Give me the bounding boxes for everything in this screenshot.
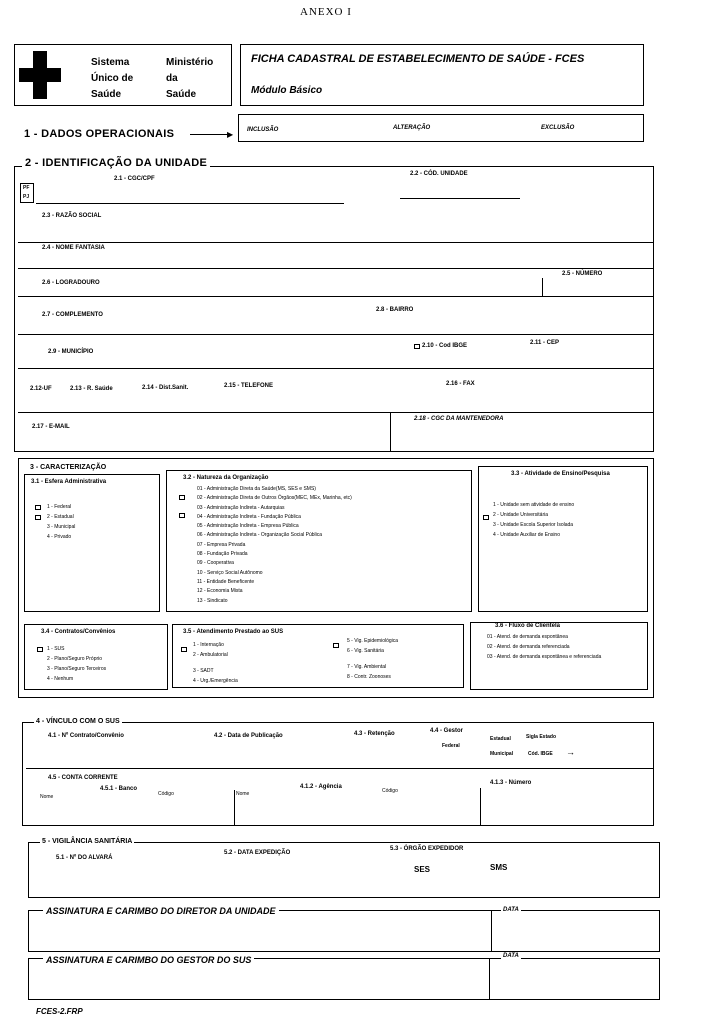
ses-option[interactable]: SES: [414, 865, 431, 874]
conta-corrente-label: 4.5 - CONTA CORRENTE: [48, 775, 118, 781]
sistema-label: Sistema Único de Saúde: [91, 57, 134, 100]
regiao-saude-label: 2.13 - R. Saúde: [70, 386, 113, 392]
municipio-label: 2.9 - MUNICÍPIO: [48, 349, 94, 355]
esfera-box: 3.1 - Esfera Administrativa 1 - Federal 2 - Estadual 3 - Municipal 4 - Privado: [24, 474, 160, 612]
contratos-box: 3.4 - Contratos/Convênios 1 - SUS 2 - Plano/Seguro Próprio 3 - Plano/Seguro Terceiros 4 - Nenhum: [24, 624, 168, 690]
director-date-label: DATA: [503, 907, 519, 913]
gestor-date-label: DATA: [503, 953, 519, 959]
section-5-box: [28, 842, 660, 898]
natureza-box: 3.2 - Natureza da Organização 01 - Administração Direta da Saúde(MS, SES e SMS) 02 - Administração Direta de Outros Órgãos(MEC, MEx, Marinha, etc) 03 - Administração Indireta - Autarquias 04 - Administração Indireta - Fundação Pública 05 - Administração Indireta - Empresa Pública 06 - Administração Indireta - Organização Social Pública 07 - Empresa Privada 08 - Fundação Privada 09 - Cooperativa 10 - Serviço Social Autônomo 11 - Entidade Beneficente 12 - Economia Mista 13 - Sindicato: [166, 470, 472, 612]
banco-label: 4.5.1 - Banco: [100, 786, 138, 792]
ministerio-label: Ministério da Saúde: [166, 57, 214, 100]
cgc-mantenedora-label: 2.18 - CGC DA MANTENEDORA: [414, 416, 504, 422]
form-title: FICHA CADASTRAL DE ESTABELECIMENTO DE SAÚDE - FCES: [251, 53, 585, 65]
section-2-title: 2 - IDENTIFICAÇÃO DA UNIDADE: [22, 157, 210, 169]
annex-title: ANEXO I: [300, 6, 352, 18]
logo-box: [14, 44, 232, 106]
cod-unidade-label: 2.2 - CÓD. UNIDADE: [410, 171, 468, 177]
razao-social-label: 2.3 - RAZÃO SOCIAL: [42, 213, 102, 219]
section-3-title: 3 - CARACTERIZAÇÃO: [30, 464, 107, 471]
agencia-nome-label: Nome: [236, 791, 250, 797]
sigla-estado-label: Sigla Estado: [526, 734, 557, 740]
numero-conta-label: 4.1.3 - Número: [490, 780, 532, 786]
arrow-right-icon: →: [566, 747, 575, 757]
banco-codigo-label: Código: [158, 791, 174, 797]
numero-label: 2.5 - NÚMERO: [562, 271, 603, 277]
bairro-label: 2.8 - BAIRRO: [376, 307, 414, 313]
uf-label: 2.12-UF: [30, 386, 52, 392]
data-expedicao-label: 5.2 - DATA EXPEDIÇÃO: [224, 850, 291, 856]
pf-pj-box[interactable]: PF PJ: [20, 183, 34, 203]
exclusao-option[interactable]: EXCLUSÃO: [541, 125, 575, 131]
email-label: 2.17 - E-MAIL: [32, 424, 70, 430]
distrito-sanitario-label: 2.14 - Dist.Sanit.: [142, 385, 189, 391]
agencia-codigo-label: Código: [382, 788, 398, 794]
atendimento-box: 3.5 - Atendimento Prestado ao SUS 1 - Internação 2 - Ambulatorial 3 - SADT 4 - Urg./Emergência 5 - Vig. Epidemiológica 6 - Vig. Sanitária 7 - Vig. Ambiental 8 - Contr. Zoonoses: [172, 624, 464, 688]
data-publicacao-label: 4.2 - Data de Publicação: [214, 733, 283, 739]
fax-label: 2.16 - FAX: [446, 381, 475, 387]
operacao-box: [238, 114, 644, 142]
federal-option[interactable]: Federal: [442, 743, 460, 749]
cgc-cpf-label: 2.1 - CGC/CPF: [114, 176, 155, 182]
form-subtitle: Módulo Básico: [251, 85, 323, 96]
telefone-label: 2.15 - TELEFONE: [224, 383, 274, 389]
gestor-label: 4.4 - Gestor: [430, 728, 464, 734]
section-1-title: 1 - DADOS OPERACIONAIS: [24, 128, 175, 140]
ensino-box: 3.3 - Atividade de Ensino/Pesquisa 1 - Unidade sem atividade de ensino 2 - Unidade Universitária 3 - Unidade Escola Superior Isolada 4 - Unidade Auxiliar de Ensino: [478, 466, 648, 612]
orgao-expedidor-label: 5.3 - ÓRGÃO EXPEDIDOR: [390, 846, 464, 852]
alteracao-option[interactable]: ALTERAÇÃO: [393, 125, 431, 131]
header-box: [240, 44, 644, 106]
complemento-label: 2.7 - COMPLEMENTO: [42, 312, 103, 318]
footer-code: FCES-2.FRP: [36, 1007, 83, 1016]
section-2-box: [14, 166, 654, 452]
director-signature-label: ASSINATURA E CARIMBO DO DIRETOR DA UNIDADE: [43, 906, 279, 916]
agencia-label: 4.1.2 - Agência: [300, 784, 342, 790]
cod-ibge-gestor-label: Cód. IBGE: [528, 751, 553, 757]
cep-label: 2.11 - CEP: [530, 340, 560, 346]
sms-option[interactable]: SMS: [490, 863, 508, 872]
director-signature-box[interactable]: [28, 906, 660, 952]
alvara-label: 5.1 - Nº DO ALVARÁ: [56, 855, 113, 861]
contrato-label: 4.1 - Nº Contrato/Convênio: [48, 733, 124, 739]
fluxo-box: 3.6 - Fluxo de Clientela 01 - Atend. de demanda espontânea 02 - Atend. de demanda referenciada 03 - Atend. de demanda espontânea e referenciada: [470, 622, 648, 690]
banco-nome-label: Nome: [40, 794, 54, 800]
gestor-signature-label: ASSINATURA E CARIMBO DO GESTOR DO SUS: [43, 955, 254, 965]
logradouro-label: 2.6 - LOGRADOURO: [42, 280, 100, 286]
section-4-title: 4 - VÍNCULO COM O SUS: [36, 718, 120, 725]
gestor-signature-box[interactable]: [28, 953, 660, 1000]
cod-ibge-label: 2.10 - Cod IBGE: [422, 343, 468, 349]
inclusao-option[interactable]: INCLUSÃO: [247, 127, 279, 133]
municipal-option[interactable]: Municipal: [490, 751, 514, 757]
nome-fantasia-label: 2.4 - NOME FANTASIA: [42, 245, 105, 251]
estadual-option[interactable]: Estadual: [490, 736, 511, 742]
retencao-label: 4.3 - Retenção: [354, 731, 395, 737]
section-5-title: 5 - VIGILÂNCIA SANITÁRIA: [42, 838, 133, 845]
